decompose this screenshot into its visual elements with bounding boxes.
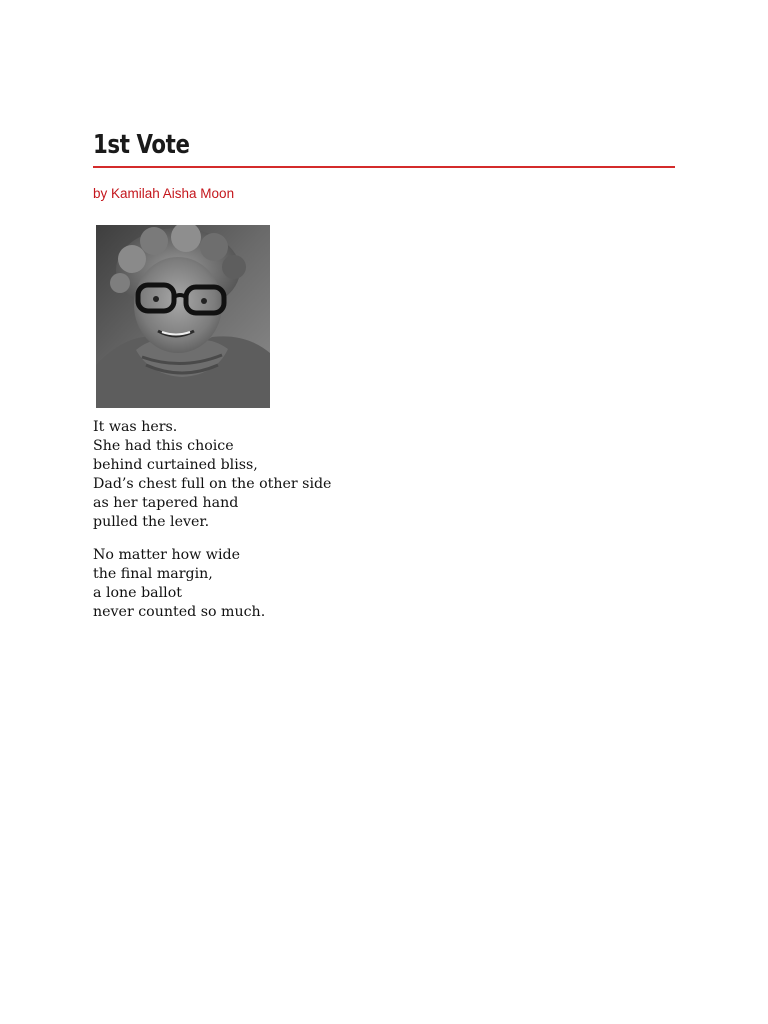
author-byline: by Kamilah Aisha Moon (93, 186, 235, 201)
poem-line: a lone ballot (93, 584, 182, 601)
title-divider (93, 166, 675, 168)
poem-line: pulled the lever. (93, 514, 210, 531)
poem-line: as her tapered hand (93, 495, 239, 512)
author-photo (96, 225, 270, 408)
stanza (93, 546, 675, 622)
stanza (93, 418, 675, 533)
poem-body (93, 418, 675, 622)
poem-line: behind curtained bliss, (93, 457, 258, 474)
poem-line: It was hers. (93, 419, 178, 435)
poem-title: 1st Vote (93, 130, 190, 160)
poem-line: No matter how wide (93, 546, 240, 563)
poem-line: Dad’s chest full on the other side (93, 476, 332, 493)
poem-line: never counted so much. (93, 603, 266, 620)
poem-page (93, 128, 675, 635)
poem-line: She had this choice (93, 438, 234, 455)
poem-line: the final margin, (93, 565, 213, 582)
